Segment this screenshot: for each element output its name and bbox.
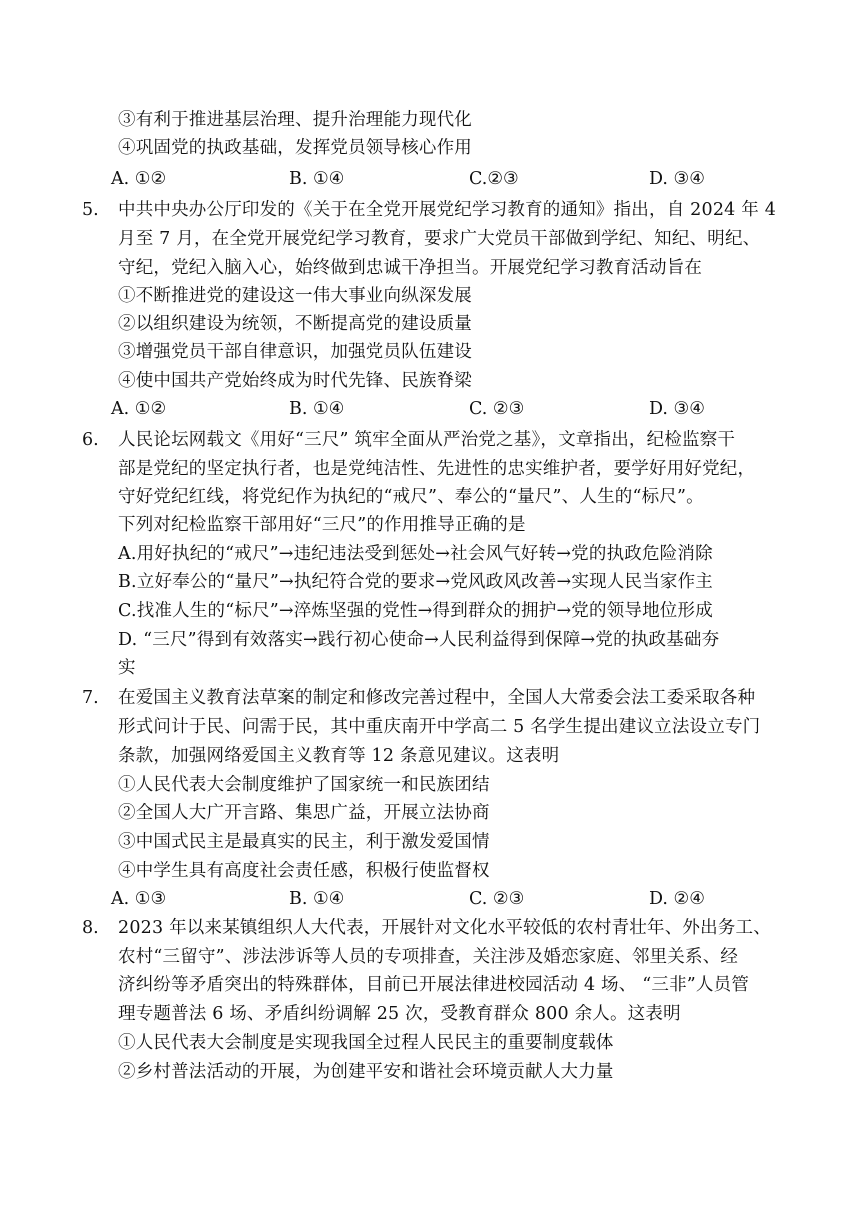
- q8-number: 8.: [82, 918, 99, 938]
- q7-option-b: B. ①④: [289, 889, 345, 909]
- q8-statement-2: ②乡村普法活动的开展，为创建平安和谐社会环境贡献人大力量: [118, 1062, 614, 1082]
- q5-statement-3: ③增强党员干部自律意识，加强党员队伍建设: [118, 342, 472, 362]
- q7-number: 7.: [82, 688, 99, 708]
- q6-stem-line-1: 人民论坛网载文《用好“三尺” 筑牢全面从严治党之基》，文章指出，纪检监察干: [118, 430, 736, 450]
- q5-option-d: D. ③④: [649, 399, 705, 419]
- q6-number: 6.: [82, 430, 99, 450]
- q4-option-a: A. ①②: [111, 169, 167, 189]
- q5-option-b: B. ①④: [289, 399, 345, 419]
- q8-stem-line-4: 理专题普法 6 场、矛盾纠纷调解 25 次，受教育群众 800 余人。这表明: [118, 1004, 681, 1024]
- q7-statement-3: ③中国式民主是最真实的民主，利于激发爱国情: [118, 832, 490, 852]
- q7-option-d: D. ②④: [649, 889, 705, 909]
- q6-option-b: B.立好奉公的“量尺”→执纪符合党的要求→党风政风改善→实现人民当家作主: [118, 572, 714, 592]
- q4-option-c: C.②③: [469, 169, 519, 189]
- q8-stem-line-2: 农村“三留守”、涉法涉诉等人员的专项排查，关注涉及婚恋家庭、邻里关系、经: [118, 947, 739, 967]
- q5-stem-line-1: 中共中央办公厅印发的《关于在全党开展党纪学习教育的通知》指出，自 2024 年 4: [118, 200, 777, 220]
- q5-option-c: C. ②③: [469, 399, 525, 419]
- q5-statement-2: ②以组织建设为统领，不断提高党的建设质量: [118, 314, 472, 334]
- q4-option-b: B. ①④: [289, 169, 345, 189]
- q4-option-d: D. ③④: [649, 169, 705, 189]
- q8-stem-line-3: 济纠纷等矛盾突出的特殊群体，目前已开展法律进校园活动 4 场、 “三非”人员管: [118, 975, 750, 995]
- q7-statement-2: ②全国人大广开言路、集思广益，开展立法协商: [118, 803, 490, 823]
- q5-number: 5.: [82, 200, 99, 220]
- q5-statement-1: ①不断推进党的建设这一伟大事业向纵深发展: [118, 286, 472, 306]
- q7-option-c: C. ②③: [469, 889, 525, 909]
- q5-stem-line-3: 守纪，党纪入脑入心，始终做到忠诚干净担当。开展党纪学习教育活动旨在: [118, 258, 703, 278]
- q5-option-a: A. ①②: [111, 399, 167, 419]
- q6-stem-line-3: 守好党纪红线，将党纪作为执纪的“戒尺”、奉公的“量尺”、人生的“标尺”。: [118, 487, 704, 507]
- q7-option-a: A. ①③: [111, 889, 167, 909]
- q7-stem-line-2: 形式问计于民、问需于民，其中重庆南开中学高二 5 名学生提出建议立法设立专门: [118, 717, 761, 737]
- q4-statement-3: ③有利于推进基层治理、提升治理能力现代化: [118, 110, 472, 130]
- q8-statement-1: ①人民代表大会制度是实现我国全过程人民民主的重要制度载体: [118, 1033, 614, 1053]
- q4-statement-4: ④巩固党的执政基础，发挥党员领导核心作用: [118, 138, 472, 158]
- q7-stem-line-3: 条款，加强网络爱国主义教育等 12 条意见建议。这表明: [118, 746, 560, 766]
- q6-stem-line-4: 下列对纪检监察干部用好“三尺”的作用推导正确的是: [118, 515, 526, 535]
- q6-option-a: A.用好执纪的“戒尺”→违纪违法受到惩处→社会风气好转→党的执政危险消除: [118, 544, 713, 564]
- q6-option-c: C.找准人生的“标尺”→淬炼坚强的党性→得到群众的拥护→党的领导地位形成: [118, 601, 713, 621]
- q7-stem-line-1: 在爱国主义教育法草案的制定和修改完善过程中，全国人大常委会法工委采取各种: [118, 688, 756, 708]
- q7-statement-4: ④中学生具有高度社会责任感，积极行使监督权: [118, 861, 490, 881]
- q6-option-d-continued: 实: [118, 658, 136, 678]
- q6-option-d: D. “三尺”得到有效落实→践行初心使命→人民利益得到保障→党的执政基础夯: [118, 630, 720, 650]
- q6-stem-line-2: 部是党纪的坚定执行者，也是党纯洁性、先进性的忠实维护者，要学好用好党纪，: [118, 459, 756, 479]
- q5-statement-4: ④使中国共产党始终成为时代先锋、民族脊梁: [118, 371, 472, 391]
- q7-statement-1: ①人民代表大会制度维护了国家统一和民族团结: [118, 775, 490, 795]
- q8-stem-line-1: 2023 年以来某镇组织人大代表，开展针对文化水平较低的农村青壮年、外出务工、: [118, 918, 771, 938]
- q5-stem-line-2: 月至 7 月，在全党开展党纪学习教育，要求广大党员干部做到学纪、知纪、明纪、: [118, 229, 761, 249]
